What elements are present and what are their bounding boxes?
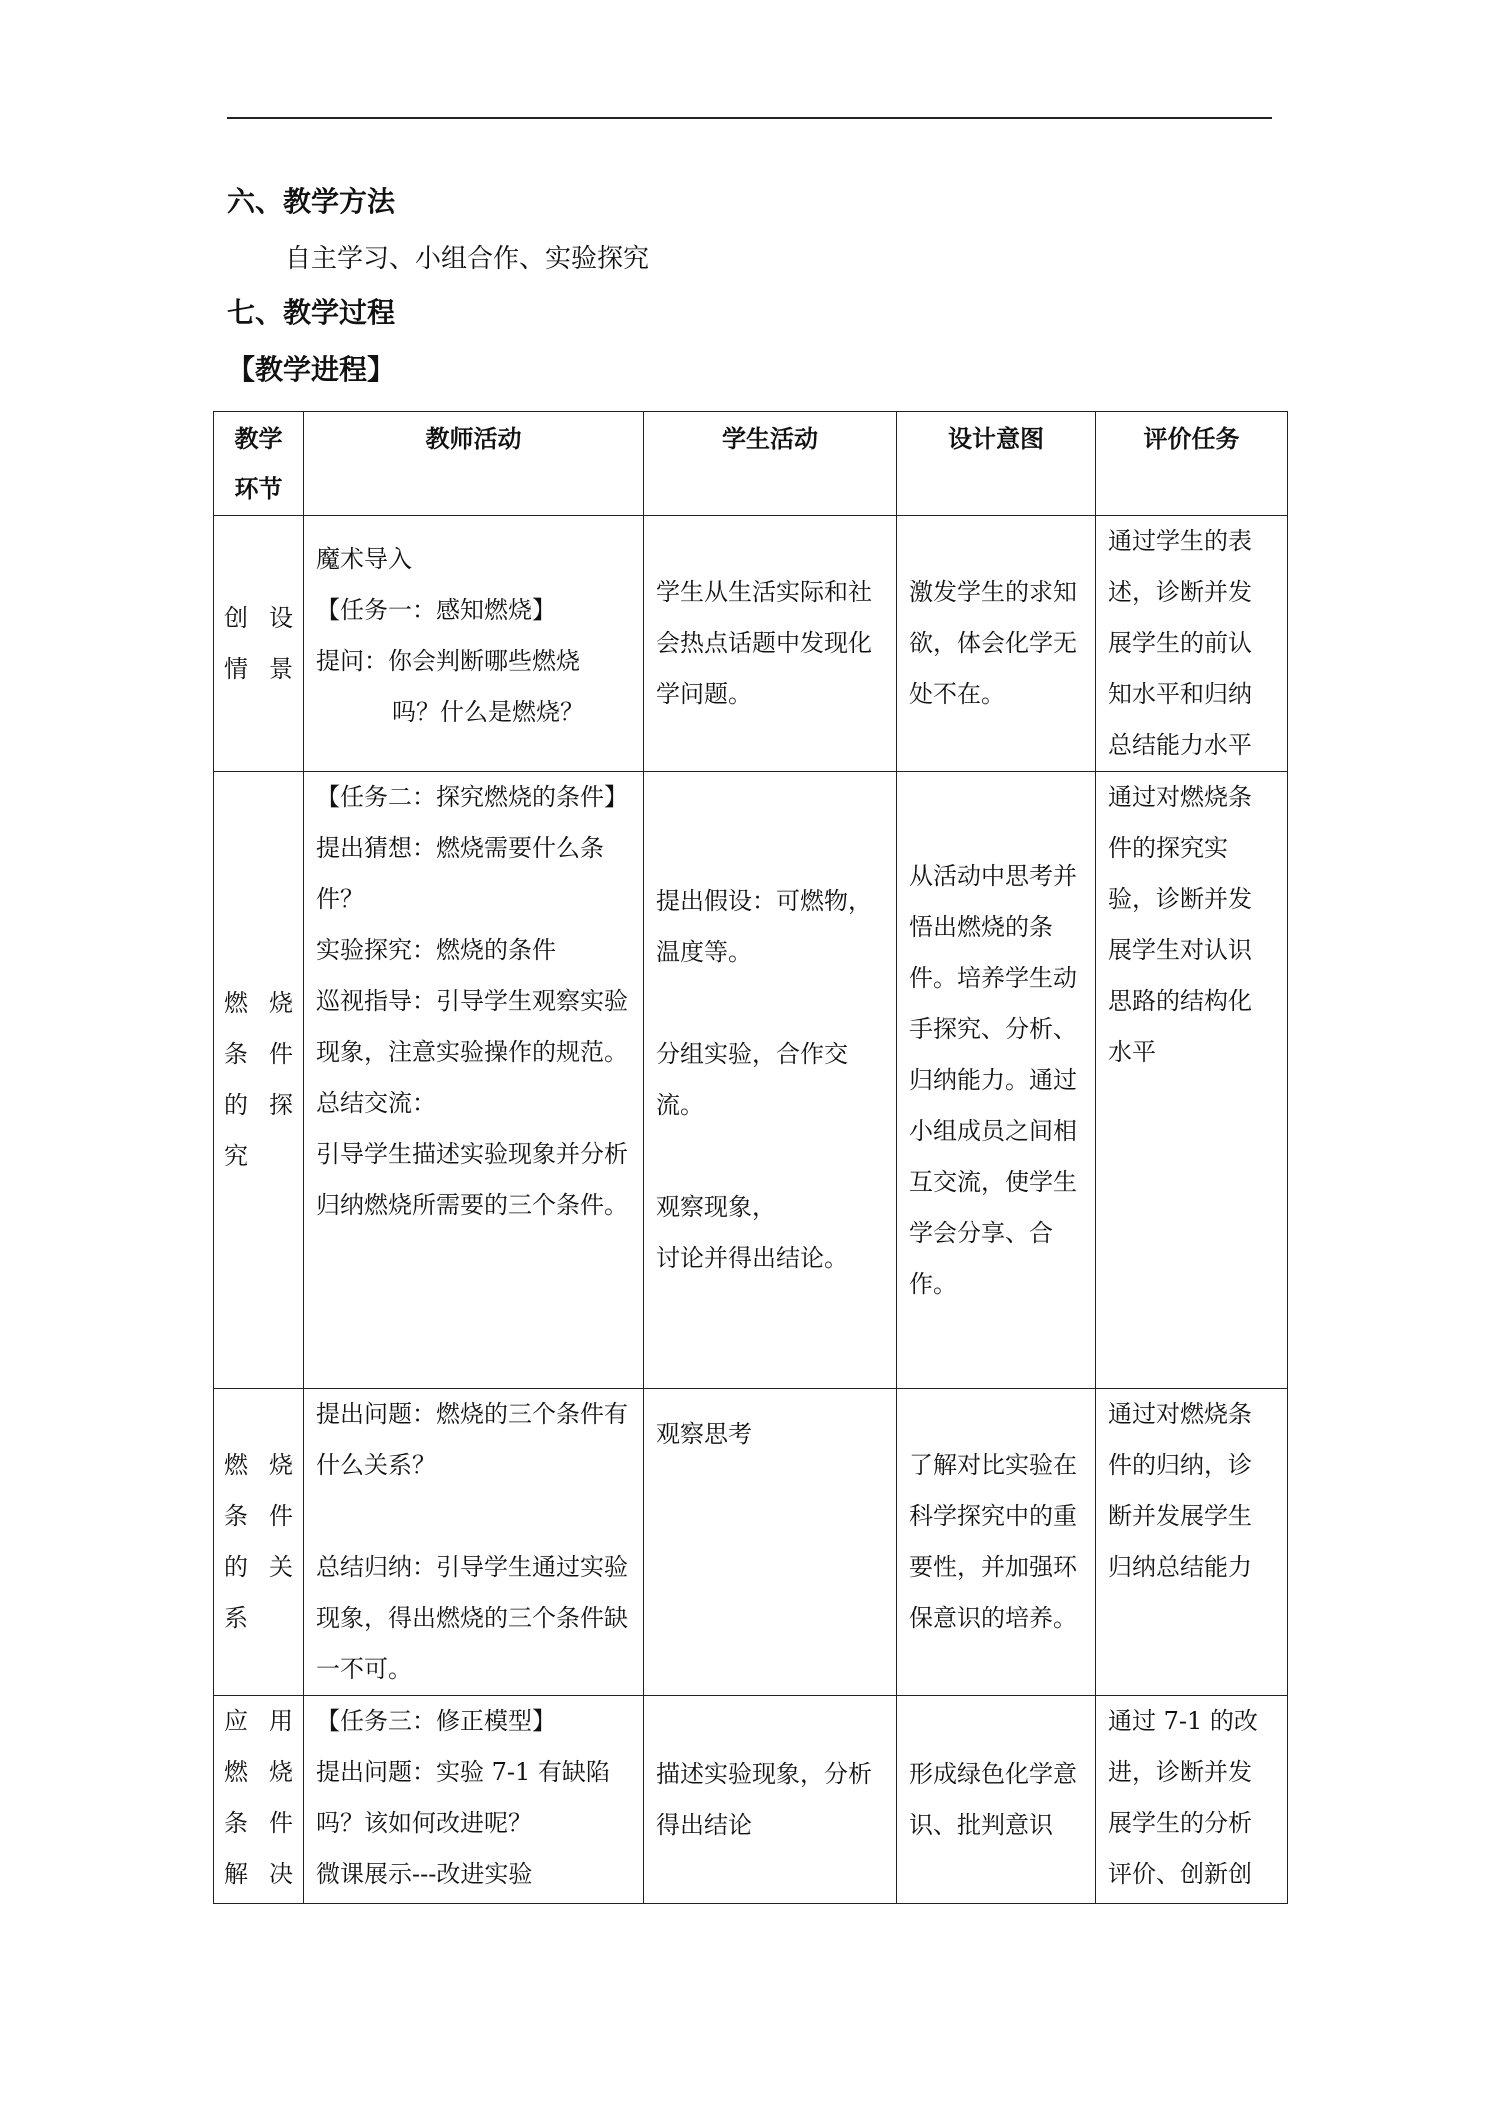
header-stage-line1: 教学 (234, 424, 283, 453)
stage-cell: 应用燃烧条件解决 (214, 1696, 304, 1904)
stage-cell: 燃烧条件的关系 (214, 1389, 304, 1696)
teacher-line: 提出猜想：燃烧需要什么条件？ (316, 834, 604, 913)
teacher-line: 实验探究：燃烧的条件 (316, 936, 556, 964)
header-stage-line2: 环节 (234, 474, 283, 503)
student-line: 讨论并得出结论。 (656, 1244, 848, 1272)
method-text: 自主学习、小组合作、实验探究 (285, 244, 650, 274)
intent-cell: 了解对比实验在科学探究中的重要性，并加强环保意识的培养。 (897, 1389, 1096, 1696)
student-cell: 描述实验现象，分析得出结论 (644, 1696, 897, 1904)
header-evaluation: 评价任务 (1096, 412, 1288, 516)
teacher-line: 提出问题：燃烧的三个条件有什么关系？ (316, 1400, 628, 1479)
method-heading: 六、教学方法 (227, 185, 396, 218)
table-row (214, 1389, 1288, 1696)
teacher-line: 引导学生描述实验现象并分析归纳燃烧所需要的三个条件。 (316, 1140, 628, 1219)
student-cell: 学生从生活实际和社会热点话题中发现化学问题。 (644, 516, 897, 772)
student-cell: 观察思考 (644, 1389, 897, 1696)
teacher-line: 【任务一：感知燃烧】 (316, 596, 556, 624)
stage-cell: 燃烧条件的探究 (214, 772, 304, 1389)
teacher-cell (304, 1696, 644, 1904)
header-stage (214, 412, 304, 516)
table-header-row (214, 412, 1288, 516)
teacher-line: 巡视指导：引导学生观察实验现象，注意实验操作的规范。 (316, 987, 628, 1066)
teacher-line: 提问：你会判断哪些燃烧 (316, 647, 580, 675)
lesson-table (213, 411, 1288, 1904)
intent-cell: 激发学生的求知欲，体会化学无处不在。 (897, 516, 1096, 772)
teacher-line: 总结交流： (316, 1089, 436, 1117)
teacher-line: 微课展示---改进实验 (316, 1860, 533, 1888)
spacer (316, 1491, 631, 1542)
stage-cell: 创设情景 (214, 516, 304, 772)
evaluation-cell: 通过学生的表述，诊断并发展学生的前认知水平和归纳总结能力水平 (1096, 516, 1288, 772)
intent-cell: 从活动中思考并悟出燃烧的条件。培养学生动手探究、分析、归纳能力。通过小组成员之间相互交流，使学生学会分享、合作。 (897, 772, 1096, 1389)
teacher-cell (304, 516, 644, 772)
header-student: 学生活动 (644, 412, 897, 516)
student-line: 提出假设：可燃物，温度等。 (656, 887, 872, 966)
header-teacher: 教师活动 (304, 412, 644, 516)
teacher-line: 吗？什么是燃烧？ (392, 698, 584, 726)
evaluation-cell: 通过 7-1 的改进，诊断并发展学生的分析评价、创新创 (1096, 1696, 1288, 1904)
header-intent: 设计意图 (897, 412, 1096, 516)
teacher-line: 提出问题：实验 7-1 有缺陷吗？该如何改进呢？ (316, 1758, 610, 1837)
student-cell (644, 772, 897, 1389)
teacher-line: 【任务二：探究燃烧的条件】 (316, 783, 628, 811)
spacer (656, 1131, 884, 1182)
teacher-line: 【任务三：修正模型】 (316, 1707, 556, 1735)
table-row (214, 772, 1288, 1389)
progress-label: 【教学进程】 (227, 353, 396, 386)
header-rule (227, 117, 1272, 119)
evaluation-cell: 通过对燃烧条件的归纳，诊断并发展学生归纳总结能力 (1096, 1389, 1288, 1696)
teacher-cell (304, 772, 644, 1389)
table-row (214, 516, 1288, 772)
teacher-line: 魔术导入 (316, 545, 412, 573)
teacher-line: 总结归纳：引导学生通过实验现象，得出燃烧的三个条件缺一不可。 (316, 1553, 628, 1683)
process-heading: 七、教学过程 (227, 296, 396, 329)
student-line: 观察现象， (656, 1193, 776, 1221)
intent-cell: 形成绿色化学意识、批判意识 (897, 1696, 1096, 1904)
teacher-cell (304, 1389, 644, 1696)
evaluation-cell: 通过对燃烧条件的探究实验，诊断并发展学生对认识思路的结构化水平 (1096, 772, 1288, 1389)
student-line: 分组实验，合作交流。 (656, 1040, 848, 1119)
spacer (656, 978, 884, 1029)
table-row (214, 1696, 1288, 1904)
